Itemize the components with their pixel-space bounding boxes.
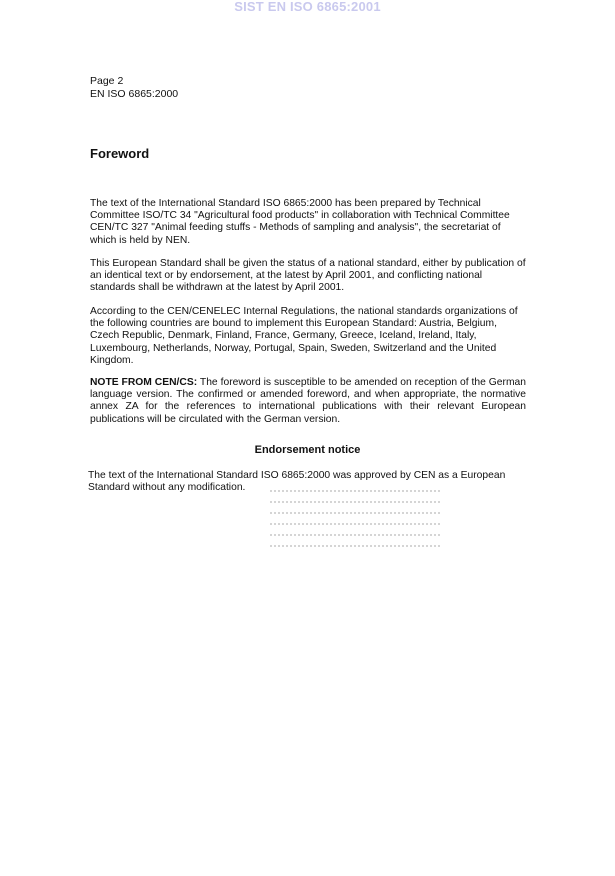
foreword-paragraph: The text of the International Standard ISO 6865:2000 has been prepared by Technical Committee ISO/TC 34 "Agricultural food products" in collaboration with Technical Committee CEN/TC 327 "Animal feeding stuffs - Methods of sampling and analysis", the secretariat of which is held by NEN.	[90, 198, 510, 246]
stamp-image	[260, 482, 450, 562]
foreword-paragraph: This European Standard shall be given the status of a national standard, either by publication of an identical text or by endorsement, at the latest by April 2001, and conflicting national standards shall be withdrawn at the latest by April 2001.	[90, 258, 526, 294]
page-header	[90, 75, 178, 100]
page-number: Page 2	[90, 75, 124, 87]
standard-id: EN ISO 6865:2000	[90, 87, 179, 100]
note-label: NOTE FROM CEN/CS:	[90, 377, 198, 388]
foreword-heading: Foreword	[90, 146, 150, 161]
endorsement-text: The text of the International Standard ISO 6865:2000 was approved by CEN as a European Standard without any modification.	[88, 470, 506, 494]
endorsement-heading: Endorsement notice	[254, 444, 361, 456]
foreword-paragraph: According to the CEN/CENELEC Internal Regulations, the national standards organizations of the following countries are bound to implement this European Standard: Austria, Belgium, Czech Republic, Denmark, Finland, France, Germany, Greece, Iceland, Ireland, Italy, Luxembourg, Netherlands, Norway, Portugal, Spain, Sweden, Switzerland and the United Kingdom.	[90, 306, 518, 366]
note-text: The foreword is susceptible to be amended on reception of the German language version. The confirmed or amended foreword, and when appropriate, the normative annex ZA for the references to international publications with their relevant European publications will be circulated with the German version.	[90, 377, 526, 425]
note-paragraph	[90, 377, 526, 426]
watermark: SIST EN ISO 6865:2001	[234, 0, 381, 14]
